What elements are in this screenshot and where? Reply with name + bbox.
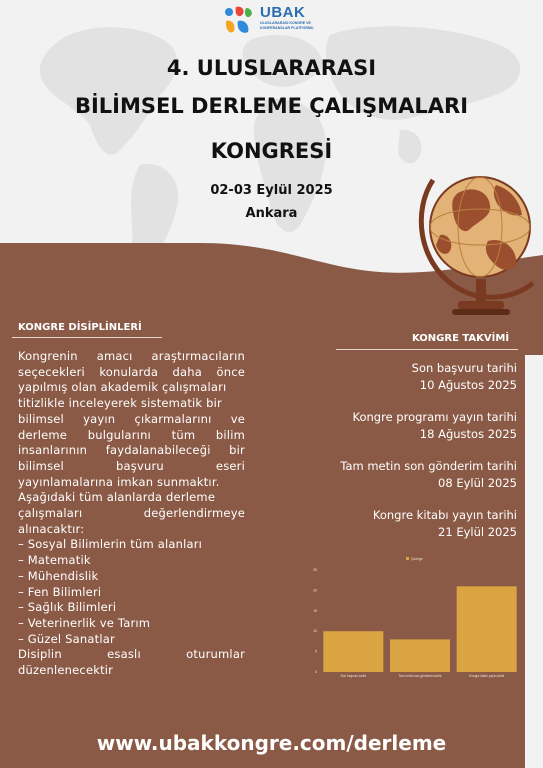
- globe-illustration: [418, 155, 543, 325]
- divider: [336, 349, 518, 350]
- text-line: bilimsel başvuru eseri: [18, 458, 245, 473]
- text-line: derleme bulgularını tüm bilim: [18, 427, 245, 442]
- discipline-item: – Fen Bilimleri: [18, 584, 102, 599]
- title-line-2: BİLİMSEL DERLEME ÇALIŞMALARI: [74, 94, 469, 118]
- calendar-entry: [412, 360, 517, 394]
- discipline-item: – Mühendislik: [18, 568, 99, 583]
- y-tick-label: 0: [315, 670, 317, 674]
- disciplines-heading: KONGRE DİSİPLİNLERİ: [18, 322, 142, 333]
- discipline-item: – Matematik: [18, 553, 91, 568]
- y-tick-label: 20: [313, 588, 317, 593]
- text-line: yapılmış olan akademik çalışmaları: [18, 380, 227, 395]
- discipline-item: – Veterinerlik ve Tarım: [18, 615, 151, 630]
- text-line: Kongrenin amacı araştırmacıların: [18, 349, 245, 363]
- logo-subtitle: ULUSLARARASI KONGRE VE KONFERANSLAR PLATFORMU: [260, 21, 314, 30]
- text-line: Disiplin esaslı oturumlar: [18, 647, 245, 662]
- calendar-chart: [310, 552, 525, 680]
- text-line: yayınlamalarına imkan sunmaktır.: [18, 474, 220, 489]
- divider: [12, 337, 162, 338]
- discipline-item: – Sağlık Bilimleri: [18, 600, 117, 615]
- calendar-date: 08 Eylül 2025: [438, 476, 517, 490]
- calendar-heading: KONGRE TAKVİMİ: [412, 333, 510, 344]
- calendar-date: 18 Ağustos 2025: [419, 427, 517, 441]
- calendar-label: Kongre kitabı yayın tarihi: [372, 508, 517, 522]
- text-line: insanlarının faydalanabileceği bir: [18, 443, 245, 458]
- x-tick-label: Tam metin son gönderim tarihi: [398, 674, 442, 678]
- x-tick-label: Kongre kitabı yayın tarihi: [469, 674, 505, 678]
- text-line: alınacaktır:: [18, 521, 85, 536]
- calendar-label: Kongre programı yayın tarihi: [352, 410, 517, 424]
- text-line: titizlikle inceleyerek sistematik bir: [18, 396, 222, 411]
- y-tick-label: 25: [313, 568, 317, 572]
- text-line: seçecekleri konularda daha önce: [18, 364, 245, 379]
- event-dates: 02-03 Eylül 2025: [210, 183, 333, 198]
- text-line: çalışmaları değerlendirmeye: [18, 506, 245, 521]
- logo-name: UBAK: [260, 4, 306, 21]
- y-tick-label: 5: [315, 649, 317, 654]
- footer-url[interactable]: www.ubakkongre.com/derleme: [96, 731, 447, 755]
- ubak-logo-icon: [222, 3, 256, 37]
- legend-label: Çizelge: [411, 557, 423, 561]
- disciplines-text: [18, 349, 245, 679]
- calendar-entry: [353, 409, 518, 443]
- calendar-date: 10 Ağustos 2025: [419, 378, 517, 392]
- calendar-entry: [340, 458, 517, 492]
- x-tick-label: Son başvuru tarihi: [340, 674, 367, 678]
- y-tick-label: 15: [313, 608, 317, 613]
- legend-swatch: [406, 557, 409, 560]
- text-line: bilimsel yayın çıkarmalarını ve: [18, 411, 245, 426]
- calendar-date: 21 Eylül 2025: [438, 525, 517, 539]
- event-city: Ankara: [245, 206, 298, 221]
- calendar-label: Son başvuru tarihi: [411, 361, 517, 375]
- chart-bar: [390, 639, 450, 672]
- title-line-3: KONGRESİ: [210, 139, 333, 163]
- discipline-item: – Güzel Sanatlar: [18, 631, 115, 646]
- text-line: Aşağıdaki tüm alanlarda derleme: [18, 490, 216, 505]
- chart-bar: [323, 631, 383, 672]
- discipline-item: – Sosyal Bilimlerin tüm alanları: [18, 537, 203, 552]
- text-line: düzenlenecektir: [18, 663, 114, 678]
- calendar-label: Tam metin son gönderim tarihi: [340, 459, 517, 473]
- title-line-1: 4. ULUSLARARASI: [166, 56, 377, 80]
- calendar-entry: [373, 507, 517, 541]
- chart-bar: [457, 586, 517, 672]
- y-tick-label: 10: [313, 629, 317, 634]
